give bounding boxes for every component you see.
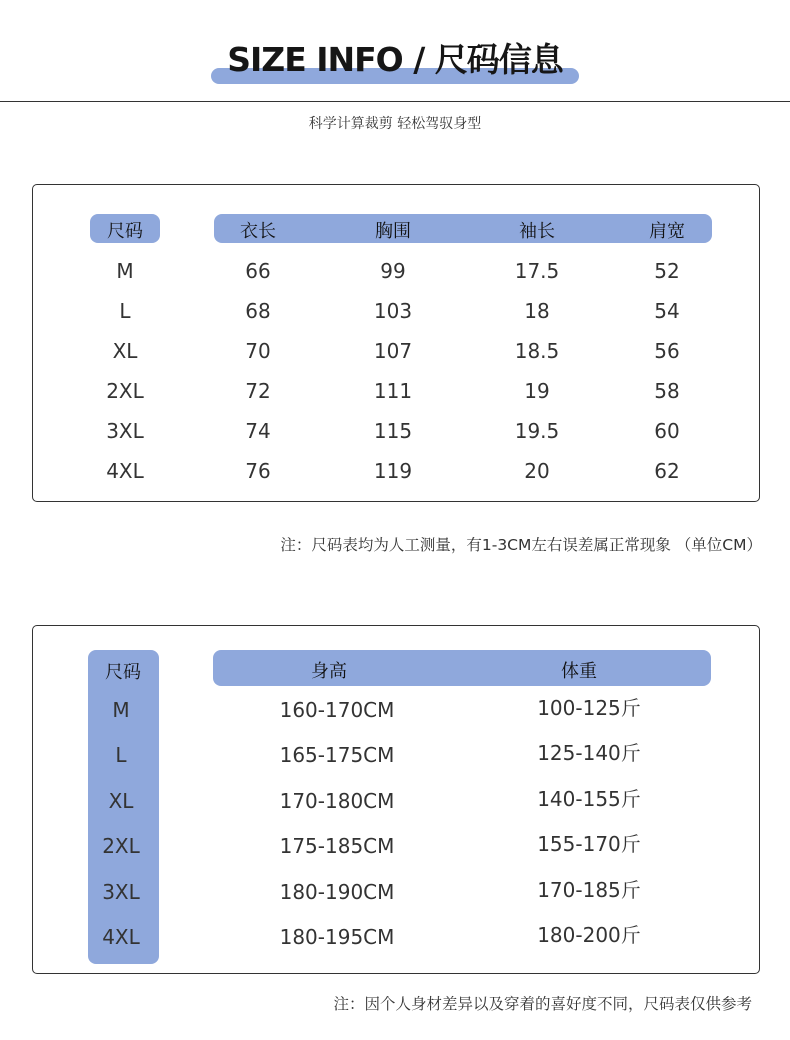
garment-cell-chest: 115 — [373, 419, 413, 443]
garment-cell-size: M — [116, 259, 134, 283]
measure-header-pill — [214, 214, 712, 243]
garment-cell-size: XL — [112, 339, 138, 363]
fit-cell-height: 160-170CM — [279, 698, 395, 722]
fit-cell-weight: 170-185斤 — [537, 877, 641, 902]
garment-cell-size: L — [119, 299, 131, 323]
col-header-size: 尺码 — [107, 221, 143, 242]
garment-cell-chest: 111 — [373, 379, 413, 403]
col-header-shoulder: 肩宽 — [649, 221, 685, 242]
garment-cell-sleeve: 18 — [524, 299, 550, 323]
garment-size-table — [32, 184, 760, 502]
garment-cell-sleeve: 18.5 — [514, 339, 560, 363]
fit-note: 注：因个人身材差异以及穿着的喜好度不同，尺码表仅供参考 — [333, 995, 752, 1013]
fit-cell-height: 180-190CM — [279, 879, 395, 904]
garment-cell-length: 76 — [245, 459, 271, 483]
garment-cell-sleeve: 19 — [524, 379, 550, 403]
fit-cell-height: 165-175CM — [279, 743, 395, 768]
fit-cell-weight: 140-155斤 — [537, 786, 641, 811]
garment-cell-size: 2XL — [106, 379, 144, 403]
garment-cell-chest: 103 — [373, 299, 413, 323]
garment-cell-shoulder: 60 — [654, 419, 680, 443]
col-header-length: 衣长 — [240, 221, 276, 242]
fit-cell-height: 170-180CM — [279, 788, 395, 813]
garment-cell-chest: 99 — [380, 259, 406, 283]
fit-size-table — [32, 625, 760, 974]
fit-cell-size: L — [115, 743, 127, 768]
garment-cell-size: 4XL — [106, 459, 144, 483]
garment-cell-length: 68 — [245, 299, 271, 323]
garment-cell-shoulder: 62 — [654, 459, 680, 483]
col-header-height: 身高 — [311, 661, 347, 682]
header-divider — [0, 101, 790, 102]
page-subtitle: 科学计算裁剪 轻松驾驭身型 — [308, 116, 482, 132]
col-header-size: 尺码 — [105, 662, 141, 683]
fit-cell-size: 4XL — [102, 925, 140, 949]
fit-cell-height: 175-185CM — [279, 834, 395, 859]
fit-cell-size: M — [112, 698, 130, 722]
garment-cell-sleeve: 17.5 — [514, 259, 560, 283]
col-header-sleeve: 袖长 — [519, 221, 555, 242]
header — [0, 0, 790, 102]
col-header-chest: 胸围 — [375, 221, 411, 242]
fit-cell-weight: 125-140斤 — [537, 741, 641, 766]
garment-cell-shoulder: 54 — [654, 299, 680, 323]
garment-cell-sleeve: 20 — [524, 459, 550, 483]
fit-cell-size: XL — [108, 788, 134, 813]
fit-cell-weight: 155-170斤 — [537, 832, 641, 857]
garment-cell-shoulder: 52 — [654, 259, 680, 283]
page-title: SIZE INFO / 尺码信息 — [227, 40, 563, 79]
garment-cell-length: 72 — [245, 379, 271, 403]
garment-cell-length: 74 — [245, 419, 271, 443]
garment-cell-chest: 119 — [373, 459, 413, 483]
fit-cell-size: 3XL — [102, 879, 140, 904]
garment-cell-sleeve: 19.5 — [514, 419, 560, 443]
fit-header-pill — [213, 650, 711, 686]
fit-cell-height: 180-195CM — [279, 925, 395, 949]
garment-cell-length: 70 — [245, 339, 271, 363]
fit-cell-size: 2XL — [102, 834, 140, 859]
garment-cell-size: 3XL — [106, 419, 144, 443]
col-header-weight: 体重 — [561, 661, 597, 682]
garment-cell-shoulder: 58 — [654, 379, 680, 403]
garment-cell-length: 66 — [245, 259, 271, 283]
fit-cell-weight: 100-125斤 — [537, 696, 641, 720]
garment-cell-chest: 107 — [373, 339, 413, 363]
garment-cell-shoulder: 56 — [654, 339, 680, 363]
measurement-note: 注：尺码表均为人工测量，有1-3CM左右误差属正常现象 （单位CM） — [280, 536, 762, 554]
fit-cell-weight: 180-200斤 — [537, 923, 641, 947]
